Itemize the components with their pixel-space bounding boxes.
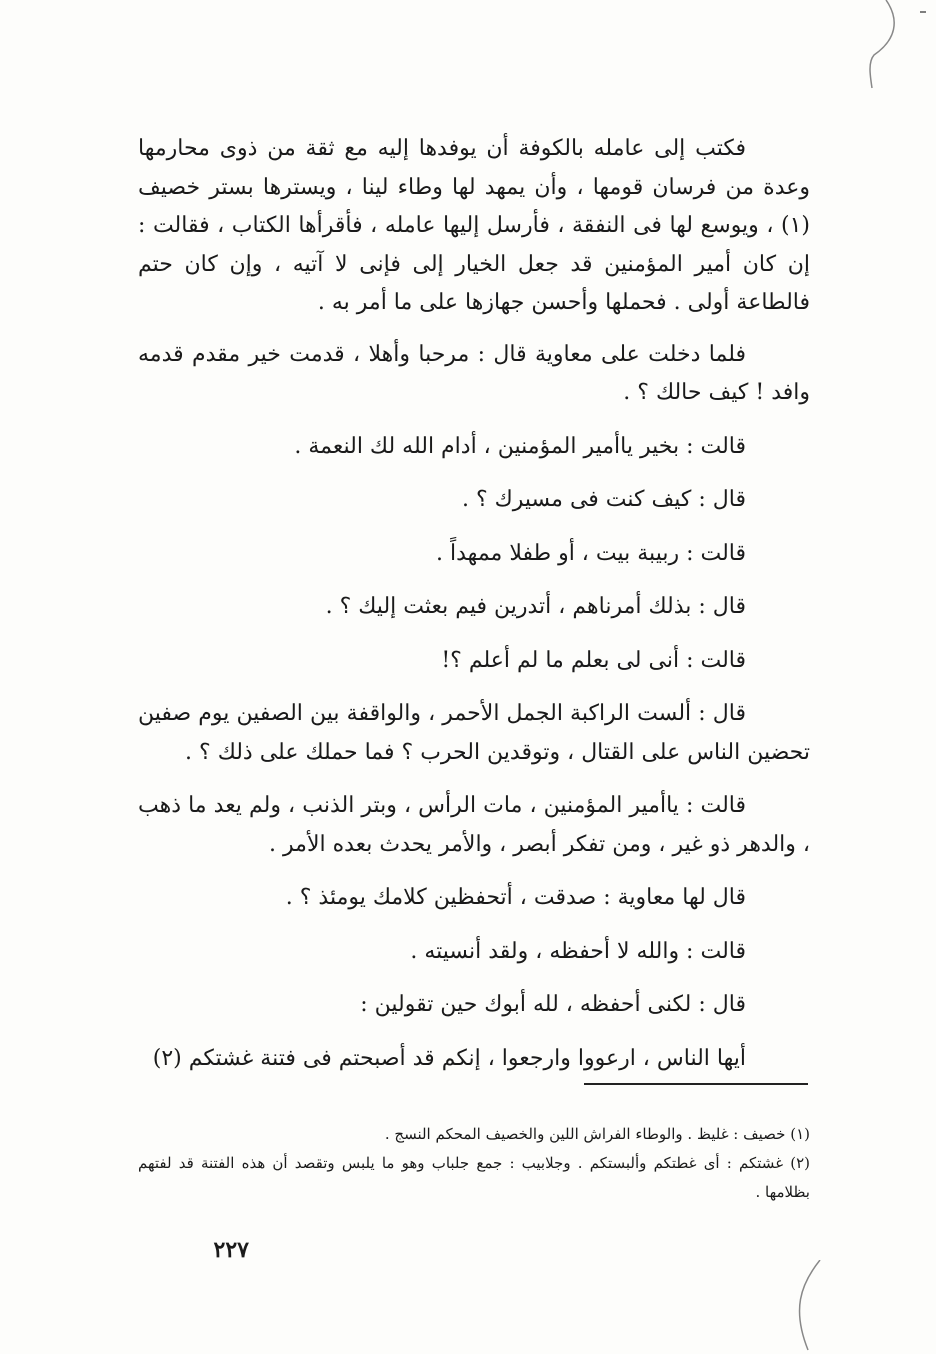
paragraph-1: فكتب إلى عامله بالكوفة أن يوفدها إليه مع ثقة من ذوى محارمها وعدة من فرسان قومها ، وأن يمهد لها وطاء لينا ، ويسترها بستر خصيف (١) ، ويوسع لها فى النفقة ، فأرسل إليها عامله ، فأقرأها الكتاب ، فقالت : إن كان أمير المؤمنين قد جعل الخيار إلى فإنى لا آتيه ، وإن كان حتم فالطاعة أولى . فحملها وأحسن جهازها على ما أمر به .	[138, 136, 810, 315]
footnote-separator	[584, 1083, 808, 1085]
paragraph-8: قال : ألست الراكبة الجمل الأحمر ، والواقفة بين الصفين يوم صفين تحضين الناس على القتال ، وتوقدين الحرب ؟ فما حملك على ذلك ؟ .	[138, 701, 810, 765]
dialogue-line-7: قالت : أنى لى بعلم ما لم أعلم ؟!	[441, 647, 746, 673]
dialogue-line-5: قالت : ربيبة بيت ، أو طفلا ممهداً .	[436, 540, 746, 566]
page-edge-mark-top	[860, 0, 936, 90]
main-text	[138, 130, 810, 1078]
page-number: ٢٢٧	[213, 1237, 249, 1263]
footnote-1: (١) خصيف : غليظ . والوطاء الفراش اللين والخصيف المحكم النسج .	[384, 1125, 810, 1143]
footnote-2: (٢) غشتكم : أى غطتكم وألبستكم . وجلابيب : جمع جلباب وهو ما يلبس وتقصد أن هذه الفتنة قد لفتهم بظلامها .	[138, 1154, 810, 1201]
dialogue-line-11: قالت : والله لا أحفظه ، ولقد أنسيته .	[410, 938, 746, 964]
dialogue-line-12: قال : لكنى أحفظه ، لله أبوك حين تقولين :	[360, 992, 746, 1017]
footnotes	[138, 1120, 810, 1207]
paragraph-9: قالت : ياأمير المؤمنين ، مات الرأس ، وبتر الذنب ، ولم يعد ما ذهب ، والدهر ذو غير ، ومن تفكر أبصر ، والأمر يحدث بعده الأمر .	[138, 793, 810, 857]
dialogue-line-4: قال : كيف كنت فى مسيرك ؟ .	[461, 487, 746, 512]
dialogue-line-10: قال لها معاوية : صدقت ، أتحفظين كلامك يومئذ ؟ .	[285, 885, 746, 910]
dialogue-line-6: قال : بذلك أمرناهم ، أتدرين فيم بعثت إليك ؟ .	[325, 594, 746, 619]
page-edge-mark-bottom	[780, 1260, 936, 1354]
dialogue-line-3: قالت : بخير ياأمير المؤمنين ، أدام الله لك النعمة .	[294, 433, 746, 459]
dialogue-line-13: أيها الناس ، ارعووا وارجعوا ، إنكم قد أصبحتم فى فتنة غشتكم (٢)	[152, 1045, 746, 1071]
paragraph-2: فلما دخلت على معاوية قال : مرحبا وأهلا ، قدمت خير مقدم قدمه وافد ! كيف حالك ؟ .	[138, 341, 810, 405]
